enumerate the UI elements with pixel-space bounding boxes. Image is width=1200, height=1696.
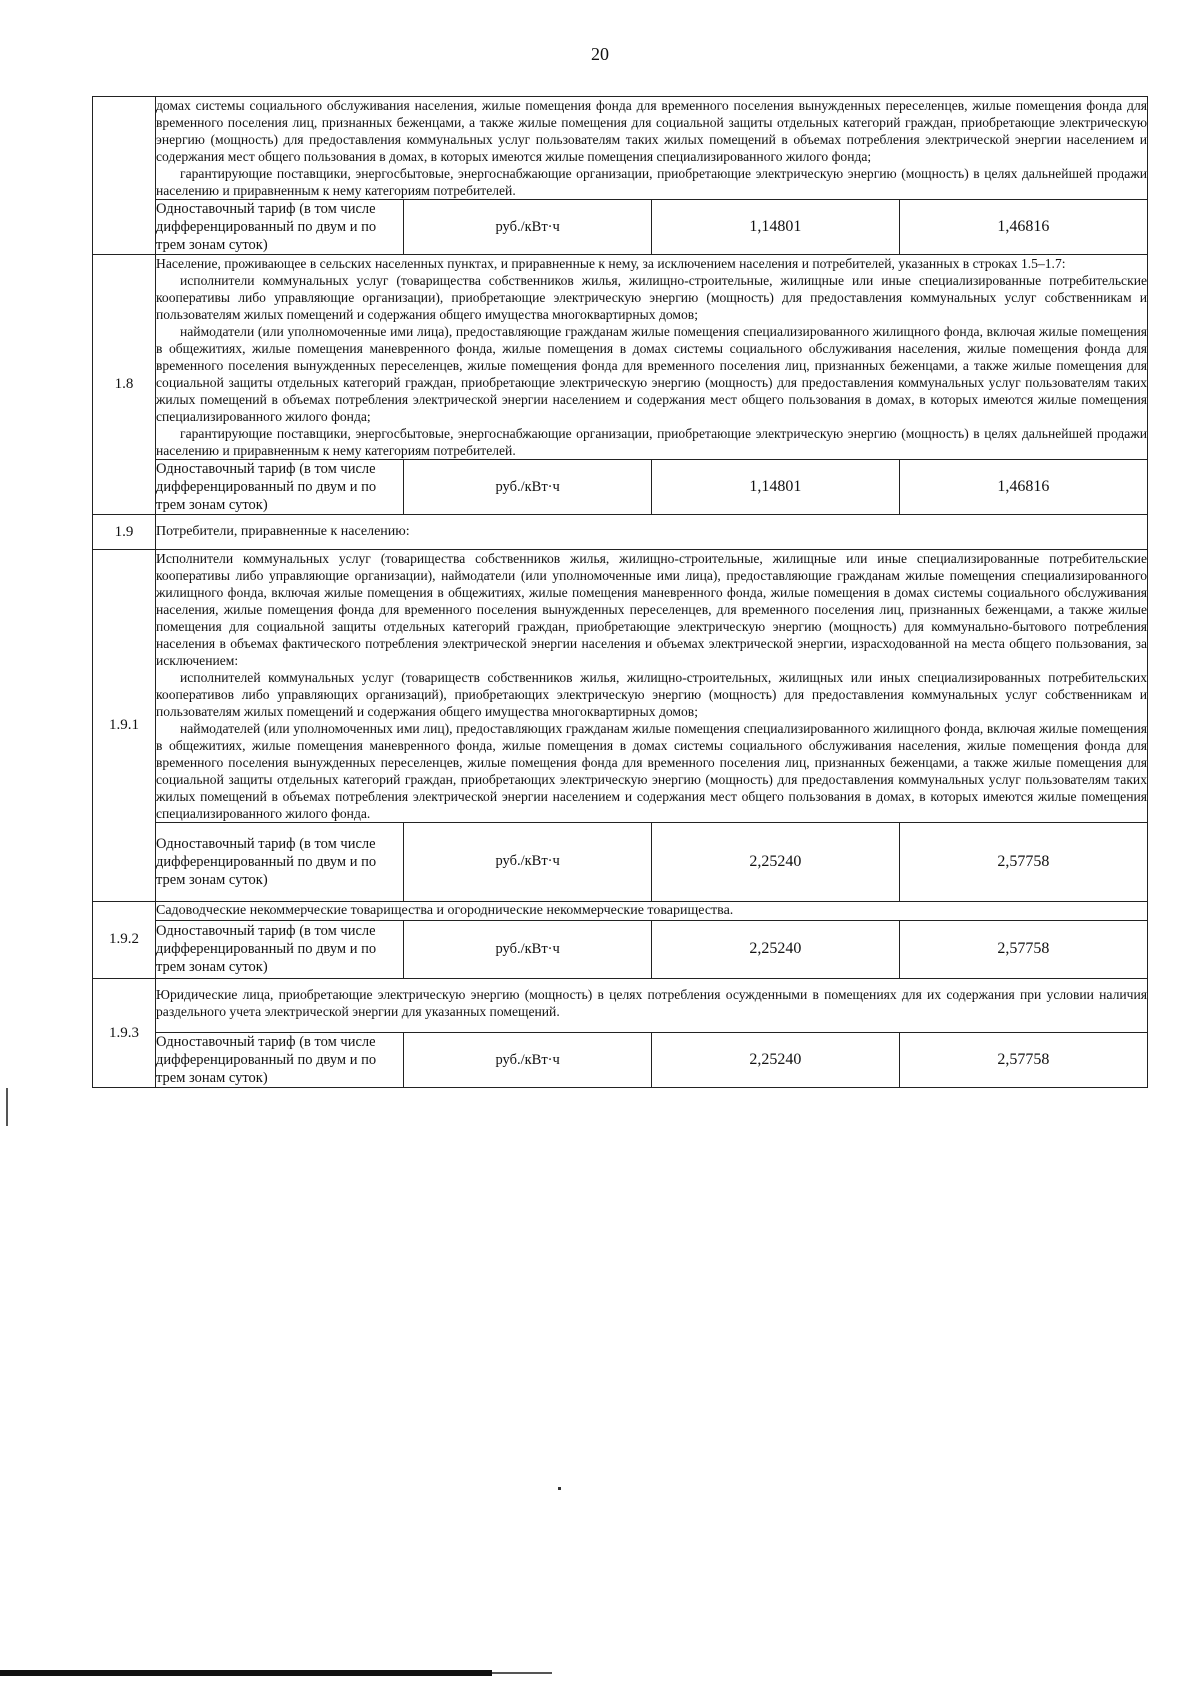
tariff-value-2: 1,46816 xyxy=(899,460,1147,515)
tariff-value-1: 2,25240 xyxy=(652,823,900,901)
row-number: 1.9 xyxy=(93,515,156,550)
tariff-row xyxy=(156,460,1147,515)
row-number xyxy=(93,97,156,255)
tariff-row xyxy=(156,920,1147,978)
tariff-value-1: 2,25240 xyxy=(652,1033,900,1088)
tariff-label: Одноставочный тариф (в том числе дифференцированный по двум и по трем зонам суток) xyxy=(156,460,404,515)
tariff-label: Одноставочный тариф (в том числе дифференцированный по двум и по трем зонам суток) xyxy=(156,200,404,255)
page-number: 20 xyxy=(591,44,609,64)
row-description: Население, проживающее в сельских населенных пунктах, и приравненные к нему, за исключением населения и потребителей, указанных в строках 1.5–1.7: исполнители коммунальных услуг (товарищества собственников жилья, жилищно-строительные, жилищные или иные специализированные потребительские кооперативы либо управляющие организации), приобретающие электрическую энергию (мощность) для предоставления коммунальных услуг собственникам и пользователям жилых помещений и содержания общего имущества многоквартирных домов; наймодатели (или уполномоченные ими лица), предоставляющие гражданам жилые помещения специализированного жилищного фонда, включая жилые помещения в общежитиях, жилые помещения маневренного фонда, жилые помещения в домах системы социального обслуживания населения, жилые помещения фонда для временного поселения вынужденных переселенцев, жилые помещения фонда для временного поселения лиц, признанных беженцами, а также жилые помещения для социальной защиты отдельных категорий граждан, приобретающие электрическую энергию (мощность) для предоставления коммунальных услуг пользователям таких жилых помещений в объемах потребления электрической энергии населением и содержания мест общего пользования в домах, в которых имеются жилые помещения специализированного жилого фонда; гарантирующие поставщики, энергосбытовые, энергоснабжающие организации, приобретающие электрическую энергию (мощность) в целях дальнейшей продажи населению и приравненным к нему категориям потребителей. xyxy=(156,256,1147,458)
tariff-value-2: 2,57758 xyxy=(899,920,1147,978)
row-description: Потребители, приравненные к населению: xyxy=(156,515,1148,550)
bottom-rule-tail xyxy=(492,1672,552,1674)
table-row xyxy=(93,515,1148,550)
table-row xyxy=(93,550,1148,902)
tariff-unit: руб./кВт·ч xyxy=(404,460,652,515)
row-description: Исполнители коммунальных услуг (товарищества собственников жилья, жилищно-строительные, жилищные или иные специализированные потребительские кооперативы либо управляющие организации), наймодатели (или уполномоченные ими лица), предоставляющие гражданам жилые помещения специализированного жилищного фонда, включая жилые помещения в общежитиях, жилые помещения маневренного фонда, жилые помещения в домах системы социального обслуживания населения, жилые помещения фонда для временного поселения вынужденных переселенцев, для временного поселения лиц, признанных беженцами, а также жилые помещения для социальной защиты отдельных категорий граждан, приобретающие электрическую энергию (мощность) для коммунально-бытового потребления населения в объемах фактического потребления электрической энергии населения и объемах электрической энергии, израсходованной на места общего пользования, за исключением: исполнителей коммунальных услуг (товариществ собственников жилья, жилищно-строительных, жилищных или иных специализированных потребительских кооперативов либо управляющих организаций), приобретающих электрическую энергию (мощность) для предоставления коммунальных услуг собственникам и пользователям жилых помещений и содержания общего имущества многоквартирных домов; наймодателей (или уполномоченных ими лиц), предоставляющих гражданам жилые помещения специализированного жилищного фонда, включая жилые помещения в общежитиях, жилые помещения маневренного фонда, жилые помещения в домах системы социального обслуживания населения, жилые помещения фонда для временного поселения вынужденных переселенцев, жилые помещения фонда для временного поселения лиц, признанных беженцами, а также жилые помещения для социальной защиты отдельных категорий граждан, приобретающих электрическую энергию (мощность) для предоставления коммунальных услуг пользователям таких жилых помещений в объемах потребления электрической энергии населением и содержания мест общего пользования в домах, в которых имеются жилые помещения специализированного жилого фонда. xyxy=(156,551,1147,821)
row-number: 1.9.1 xyxy=(93,550,156,902)
tariff-label: Одноставочный тариф (в том числе дифференцированный по двум и по трем зонам суток) xyxy=(156,1033,404,1088)
scan-speck xyxy=(558,1487,561,1490)
tariff-value-2: 1,46816 xyxy=(899,200,1147,255)
tariff-table xyxy=(92,96,1148,1088)
tariff-value-1: 2,25240 xyxy=(652,920,900,978)
tariff-unit: руб./кВт·ч xyxy=(404,200,652,255)
tariff-row xyxy=(156,200,1147,255)
tariff-unit: руб./кВт·ч xyxy=(404,1033,652,1088)
row-description: Юридические лица, приобретающие электрическую энергию (мощность) в целях потребления осужденными в помещениях для их содержания при условии наличия раздельного учета электрической энергии для указанных помещений. xyxy=(156,979,1147,1033)
row-description: Садоводческие некоммерческие товарищества и огороднические некоммерческие товарищества. xyxy=(156,902,1147,921)
tariff-value-1: 1,14801 xyxy=(652,200,900,255)
tariff-row xyxy=(156,823,1147,901)
tariff-value-2: 2,57758 xyxy=(899,823,1147,901)
row-number: 1.9.3 xyxy=(93,979,156,1088)
tariff-value-2: 2,57758 xyxy=(899,1033,1147,1088)
table-row xyxy=(93,979,1148,1088)
row-number: 1.8 xyxy=(93,255,156,515)
table-row xyxy=(93,901,1148,979)
scan-edge-mark xyxy=(6,1088,8,1126)
table-row xyxy=(93,97,1148,255)
tariff-label: Одноставочный тариф (в том числе дифференцированный по двум и по трем зонам суток) xyxy=(156,920,404,978)
table-row xyxy=(93,255,1148,515)
tariff-label: Одноставочный тариф (в том числе дифференцированный по двум и по трем зонам суток) xyxy=(156,823,404,901)
tariff-unit: руб./кВт·ч xyxy=(404,823,652,901)
bottom-rule xyxy=(0,1670,492,1676)
tariff-value-1: 1,14801 xyxy=(652,460,900,515)
tariff-unit: руб./кВт·ч xyxy=(404,920,652,978)
tariff-row xyxy=(156,1033,1147,1088)
row-number: 1.9.2 xyxy=(93,901,156,979)
row-description: домах системы социального обслуживания населения, жилые помещения фонда для временного поселения вынужденных переселенцев, жилые помещения фонда для временного поселения лиц, признанных беженцами, а также жилые помещения для социальной защиты отдельных категорий граждан, приобретающие электрическую энергию (мощность) для предоставления коммунальных услуг пользователям таких жилых помещений в объемах потребления электрической энергии населением и содержания мест общего пользования в домах, в которых имеются жилые помещения специализированного жилого фонда; гарантирующие поставщики, энергосбытовые, энергоснабжающие организации, приобретающие электрическую энергию (мощность) в целях дальнейшей продажи населению и приравненным к нему категориям потребителей. xyxy=(156,98,1147,198)
